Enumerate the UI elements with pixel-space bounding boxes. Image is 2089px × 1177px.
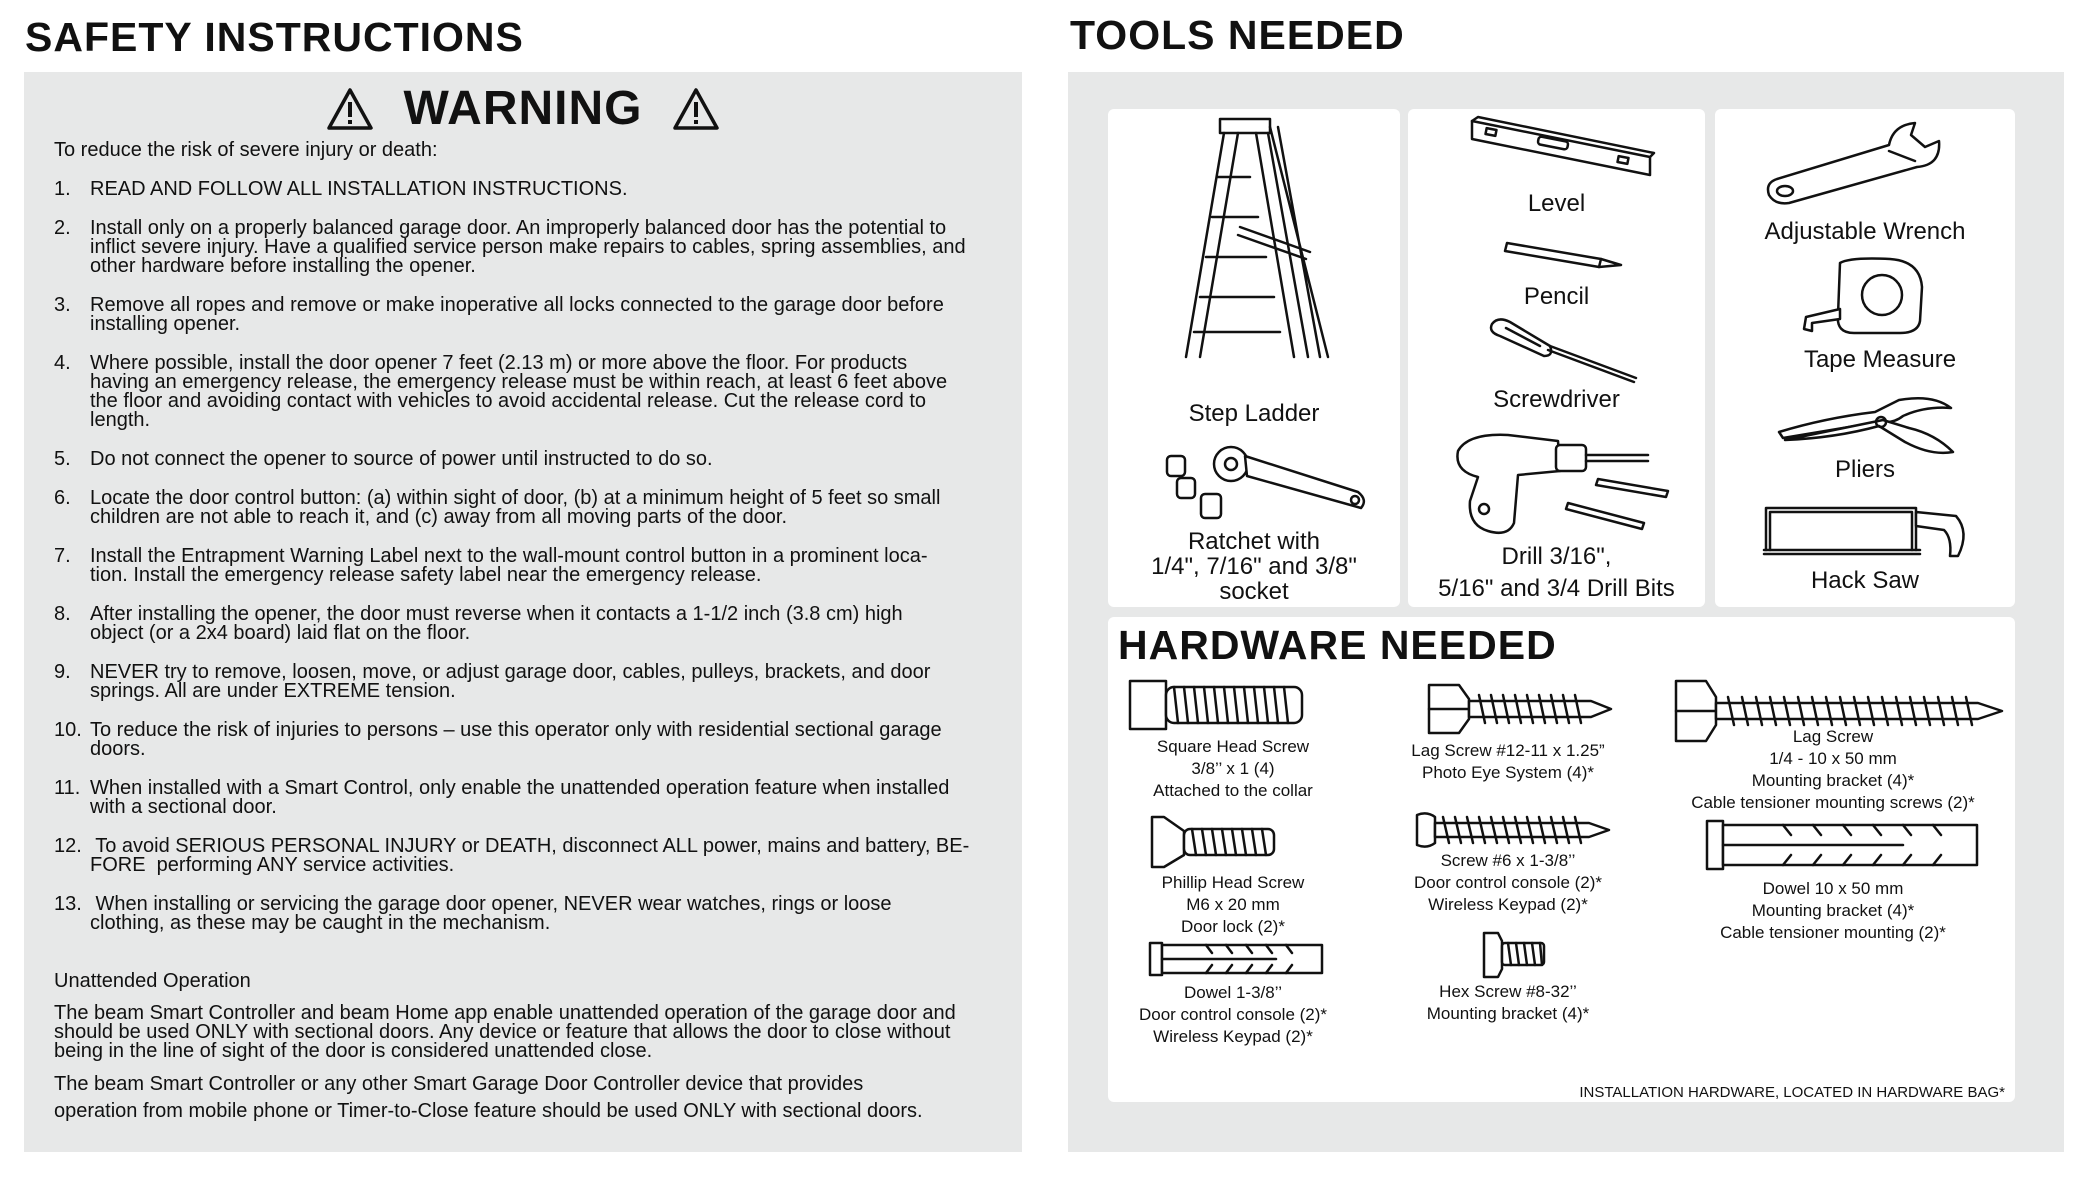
- list-text-line: clothing, as these may be caught in the mechanism.: [90, 912, 551, 934]
- hacksaw-icon: [1760, 502, 1970, 562]
- list-text: [90, 547, 928, 585]
- list-text: [90, 180, 628, 199]
- unattended-title: Unattended Operation: [54, 970, 251, 992]
- list-number: 6.: [54, 487, 71, 509]
- square-head-screw-label: Square Head Screw 3/8’’ x 1 (4) Attached to the collar: [1153, 737, 1313, 800]
- list-text-line: Locate the door control button: (a) within sight of door, (b) at a minimum height of 5 feet so small: [90, 487, 941, 509]
- safety-list-item: [54, 605, 1014, 643]
- list-text: [90, 489, 940, 527]
- warning-title: WARNING: [403, 82, 643, 135]
- screwdriver-icon: [1488, 316, 1638, 386]
- list-text: [90, 663, 930, 701]
- screw-6-label: Screw #6 x 1-3/8’’ Door control console (2)* Wireless Keypad (2)*: [1413, 851, 1603, 914]
- pencil-label: Pencil: [1523, 283, 1590, 310]
- list-text-line: When installing or servicing the garage door opener, NEVER wear watches, rings or loose: [90, 893, 892, 915]
- unattended-paragraph-1: The beam Smart Controller and beam Home app enable unattended operation of the garage door and should be used ONLY with sectional doors. Any device or feature that allows the door to close without being in the line of sight of the door is considered unattended close.: [54, 1002, 956, 1062]
- list-text-line: Remove all ropes and remove or make inoperative all locks connected to the garage door before: [90, 294, 944, 316]
- list-number: 11.: [54, 777, 81, 799]
- list-text: [90, 605, 903, 643]
- step-ladder-icon: [1180, 117, 1330, 367]
- list-number: 1.: [54, 178, 71, 200]
- safety-panel: [24, 72, 1022, 1152]
- warning-header: [24, 80, 1022, 138]
- drill-icon: [1448, 431, 1678, 541]
- list-number: 5.: [54, 448, 71, 470]
- tools-box-3: [1715, 109, 2015, 607]
- list-text: [90, 354, 947, 430]
- tape-measure-label: Tape Measure: [1803, 346, 1957, 373]
- pencil-icon: [1503, 239, 1623, 269]
- safety-list-item: [54, 354, 1014, 430]
- screw-6-icon: [1413, 809, 1613, 851]
- list-text-line: Install the Entrapment Warning Label next to the wall-mount control button in a prominent loca-: [90, 545, 928, 567]
- dowel-large-icon: [1703, 817, 1983, 873]
- tape-measure-icon: [1800, 257, 1930, 337]
- list-text-line: inflict severe injury. Have a qualified service person make repairs to cables, spring assemblies, and: [90, 236, 966, 258]
- square-head-screw-icon: [1126, 677, 1306, 733]
- list-number: 7.: [54, 545, 71, 567]
- safety-list-item: [54, 779, 1014, 817]
- drill-label: Drill 3/16", 5/16" and 3/4 Drill Bits: [1438, 543, 1675, 602]
- list-text-line: doors.: [90, 738, 146, 760]
- list-number: 12.: [54, 835, 82, 857]
- ratchet-label: Ratchet with 1/4", 7/16" and 3/8" socket: [1151, 528, 1357, 606]
- list-text-line: installing opener.: [90, 313, 241, 335]
- list-text-line: NEVER try to remove, loosen, move, or adjust garage door, cables, pulleys, brackets, and door: [90, 661, 931, 683]
- list-text-line: Where possible, install the door opener 7 feet (2.13 m) or more above the floor. For products: [90, 352, 908, 374]
- safety-list-item: [54, 489, 1014, 527]
- safety-list-item: [54, 721, 1014, 759]
- list-number: 13.: [54, 893, 82, 915]
- tools-heading: TOOLS NEEDED: [1070, 12, 1405, 58]
- adjustable-wrench-icon: [1765, 121, 1945, 206]
- list-text: [90, 450, 713, 469]
- list-text-line: To avoid SERIOUS PERSONAL INJURY or DEATH, disconnect ALL power, mains and battery, BE-: [90, 835, 970, 857]
- hardware-heading: HARDWARE NEEDED: [1118, 622, 1557, 668]
- ratchet-icon: [1163, 444, 1373, 529]
- hardware-footnote: INSTALLATION HARDWARE, LOCATED IN HARDWARE BAG*: [1579, 1084, 2005, 1101]
- hacksaw-label: Hack Saw: [1810, 567, 1920, 594]
- list-number: 10.: [54, 719, 82, 741]
- list-text: [90, 837, 969, 875]
- lag-screw-small-label: Lag Screw #12-11 x 1.25” Photo Eye System (4)*: [1411, 741, 1605, 782]
- level-label: Level: [1527, 190, 1586, 217]
- list-number: 4.: [54, 352, 71, 374]
- step-ladder-label: Step Ladder: [1188, 400, 1320, 427]
- phillip-head-screw-label: Phillip Head Screw M6 x 20 mm Door lock (2)*: [1161, 873, 1305, 936]
- safety-list-item: [54, 837, 1014, 875]
- list-text-line: Install only on a properly balanced garage door. An improperly balanced door has the potential to: [90, 217, 947, 239]
- list-number: 9.: [54, 661, 71, 683]
- warning-triangle-icon: [326, 87, 374, 131]
- list-number: 8.: [54, 603, 71, 625]
- list-text-line: with a sectional door.: [90, 796, 277, 818]
- list-text: [90, 779, 949, 817]
- pliers-icon: [1775, 394, 1955, 459]
- screwdriver-label: Screwdriver: [1493, 386, 1620, 413]
- safety-heading: SAFETY INSTRUCTIONS: [25, 14, 524, 60]
- tools-box-2: [1408, 109, 1705, 607]
- safety-list-item: [54, 547, 1014, 585]
- lag-screw-large-label: Lag Screw 1/4 - 10 x 50 mm Mounting bracket (4)* Cable tensioner mounting screws (2)*: [1691, 727, 1975, 812]
- list-text-line: object (or a 2x4 board) laid flat on the floor.: [90, 622, 471, 644]
- phillip-head-screw-icon: [1148, 815, 1278, 870]
- unattended-paragraph-2: The beam Smart Controller or any other Smart Garage Door Controller device that provides operation from mobile phone or Timer-to-Close feature should be used ONLY with sectional doors.: [54, 1073, 923, 1122]
- safety-list-item: [54, 450, 1014, 469]
- list-text-line: length.: [90, 409, 151, 431]
- safety-list-item: [54, 219, 1014, 276]
- lag-screw-small-icon: [1423, 679, 1613, 739]
- safety-list-item: [54, 663, 1014, 701]
- list-text-line: other hardware before installing the opener.: [90, 255, 476, 277]
- safety-intro: To reduce the risk of severe injury or death:: [54, 139, 438, 161]
- list-text-line: READ AND FOLLOW ALL INSTALLATION INSTRUCTIONS.: [90, 178, 628, 200]
- safety-list-item: [54, 895, 1014, 933]
- list-text: [90, 895, 892, 933]
- list-text: [90, 721, 942, 759]
- dowel-small-label: Dowel 1-3/8’’ Door control console (2)* Wireless Keypad (2)*: [1138, 983, 1328, 1046]
- list-text-line: FORE performing ANY service activities.: [90, 854, 455, 876]
- safety-list: [54, 180, 1014, 953]
- list-text-line: children are not able to reach it, and (c) away from all moving parts of the door.: [90, 506, 788, 528]
- list-text-line: Do not connect the opener to source of power until instructed to do so.: [90, 448, 713, 470]
- list-text-line: springs. All are under EXTREME tension.: [90, 680, 456, 702]
- tools-panel: [1068, 72, 2064, 1152]
- list-text: [90, 219, 966, 276]
- list-text-line: the floor and avoiding contact with vehicles to avoid accidental release. Cut the release cord to: [90, 390, 927, 412]
- list-text-line: When installed with a Smart Control, only enable the unattended operation feature when installed: [90, 777, 950, 799]
- adjustable-wrench-label: Adjustable Wrench: [1764, 218, 1966, 245]
- dowel-large-label: Dowel 10 x 50 mm Mounting bracket (4)* Cable tensioner mounting (2)*: [1720, 879, 1946, 942]
- list-number: 3.: [54, 294, 71, 316]
- safety-list-item: [54, 180, 1014, 199]
- pliers-label: Pliers: [1834, 456, 1895, 483]
- tools-box-1: [1108, 109, 1400, 607]
- hardware-box: [1108, 617, 2015, 1102]
- hex-screw-icon: [1478, 929, 1548, 979]
- list-text-line: tion. Install the emergency release safety label near the emergency release.: [90, 564, 762, 586]
- safety-list-item: [54, 296, 1014, 334]
- list-text-line: To reduce the risk of injuries to persons – use this operator only with residential sectional garage: [90, 719, 942, 741]
- list-text: [90, 296, 944, 334]
- list-text-line: having an emergency release, the emergency release must be within reach, at least 6 feet above: [90, 371, 948, 393]
- warning-triangle-icon: [672, 87, 720, 131]
- dowel-small-icon: [1146, 939, 1326, 979]
- hex-screw-label: Hex Screw #8-32’’ Mounting bracket (4)*: [1426, 982, 1590, 1023]
- level-icon: [1468, 117, 1653, 187]
- list-number: 2.: [54, 217, 71, 239]
- list-text-line: After installing the opener, the door must reverse when it contacts a 1-1/2 inch (3.8 cm) high: [90, 603, 903, 625]
